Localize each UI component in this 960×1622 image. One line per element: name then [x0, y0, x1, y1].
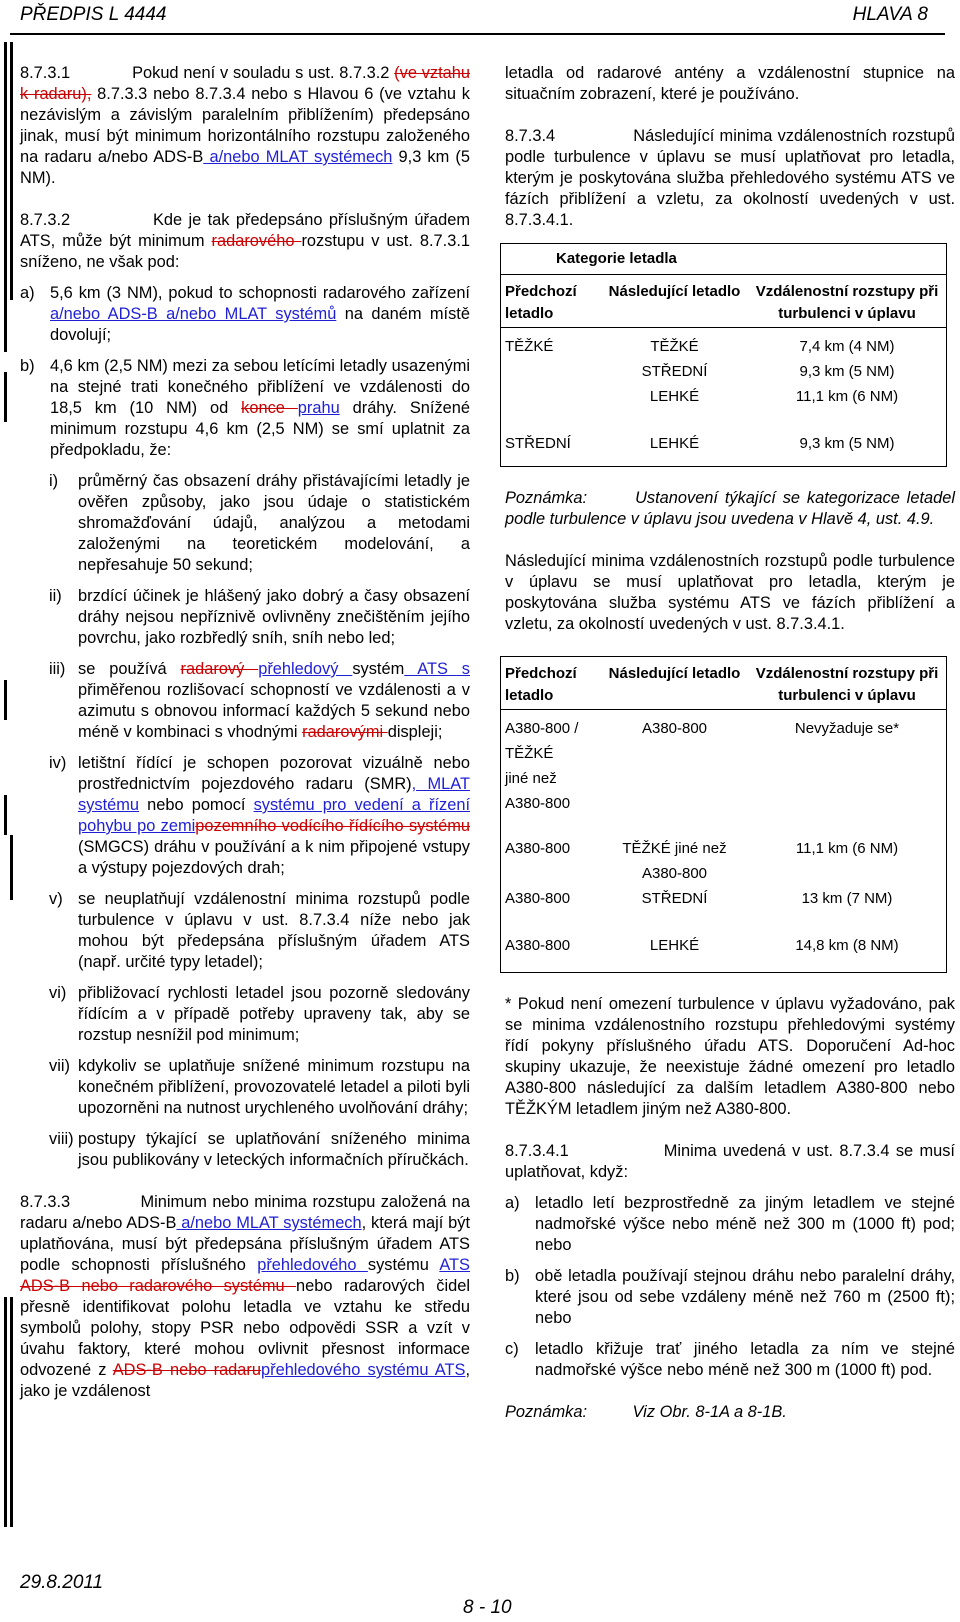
sub-list-item: iv) letištní řídící je schopen pozorovat vizuálně nebo prostřednictvím pojezdového radaru (SMR), MLAT systému nebo pomocí systému pro vedení a řízení pohybu po zemipozemního vodícího řídícího systému (SMGCS) dráhu v používání a k nim připojené vstupy a výstupy pojezdových drah; — [49, 754, 471, 877]
list-item: c) letadlo křižuje trať jiného letadla za ním ve stejné nadmořské výšce nebo méně než 300 m (1000 ft) pod. — [505, 1340, 955, 1379]
deleted-text: (ve vztahu k radaru), — [20, 64, 470, 103]
sub-list-item: vii) kdykoliv se uplatňuje snížené minimum rozstupu na konečném přiblížení, provozovatelé letadel a piloti byli upozorněni na nutnost urychleného uvolňování dráhy; — [49, 1057, 470, 1117]
table-row: A380-800 STŘEDNÍ 13 km (7 NM) — [505, 890, 893, 907]
inserted-text: přehledového systému ATS — [261, 1361, 466, 1379]
wake-turbulence-table-1 — [500, 243, 947, 467]
table-row: A380-800 / A380-800 Nevyžaduje se* — [505, 720, 900, 737]
list-item: a) letadlo letí bezprostředně za jiným letadlem ve stejné nadmořské výšce nebo méně než 300 m (1000 ft) pod; nebo — [505, 1194, 955, 1254]
table-row: jiné než — [505, 770, 557, 787]
inserted-text: přehledový — [258, 660, 353, 678]
sub-list-item: iii) se používá radarový přehledový systém ATS s přiměřenou rozlišovací schopností ve vzdálenosti a v azimutu s obnovou informací každých 5 sekund nebo méně v kombinaci s vhodnými radarovými displeji; — [49, 660, 470, 741]
left-column — [20, 63, 470, 1402]
page-number: 8 - 10 — [463, 1597, 512, 1618]
sub-list-item: vi) přibližovací rychlosti letadel jsou pozorně sledovány řídícím a v případě potřeby upraveny tak, aby se rozstup nesnížil pod minimum; — [49, 984, 470, 1044]
note-2: Poznámka: Viz Obr. 8-1A a 8-1B. — [505, 1403, 787, 1421]
change-bar — [4, 1297, 7, 1527]
table-row: A380-800 LEHKÉ 14,8 km (8 NM) — [505, 937, 899, 954]
sub-list-item: viii) postupy týkající se uplatňování sníženého minima jsou publikovány v leteckých informačních příručkách. — [49, 1130, 470, 1169]
deleted-text: ADS-B nebo radaru — [112, 1361, 261, 1379]
table-row: LEHKÉ 11,1 km (6 NM) — [649, 388, 899, 405]
right-column — [505, 63, 955, 1423]
sub-list-item: v) se neuplatňují vzdálenostní minima rozstupů podle turbulence v úplavu v ust. 8.7.3.4 níže nebo jak mohou být předepsána příslušným úřadem ATS (např. určité typy letadel); — [49, 890, 470, 971]
para-8-7-3-4: 8.7.3.4 Následující minima vzdálenostních rozstupů podle turbulence v úplavu se musí uplatňovat pro letadla, kterým je poskytována služba přehledového systému ATS ve fázích přiblížení a vzletu, za okolností uvedených v ust. 8.7.3.4.1. — [505, 127, 955, 229]
sub-list-item: i) průměrný čas obsazení dráhy přistávajícími letadly je ověřen způsoby, jako jsou údaje o statistickém shromažďování údajů, analýzou a metodami založenými na teoretickém modelování, a nepřesahuje 50 sekund; — [49, 472, 470, 574]
inserted-text: ATS s — [404, 660, 470, 678]
table-row: TĚŽKÉ TĚŽKÉ 7,4 km (4 NM) — [505, 338, 895, 355]
list-item: b) 4,6 km (2,5 NM) mezi za sebou letícími letadly usazenými na stejné trati konečného přiblížení ve vzdálenosti do 18,5 km (10 NM) od konce prahu dráhy. Snížené minimum rozstupu 4,6 km (2,5 NM) se smí uplatnit za předpokladu, že: — [20, 357, 471, 459]
table-caption: Kategorie letadla — [501, 244, 946, 275]
inserted-text: a/nebo MLAT systémech — [176, 1214, 362, 1232]
table-row: A380-800 TĚŽKÉ jiné než 11,1 km (6 NM) — [505, 840, 899, 857]
table-row: STŘEDNÍ LEHKÉ 9,3 km (5 NM) — [505, 435, 895, 452]
change-bar — [4, 680, 7, 720]
para-8-7-3-4-1: 8.7.3.4.1 Minima uvedená v ust. 8.7.3.4 se musí uplatňovat, když: — [505, 1142, 955, 1181]
deleted-text: radarovými — [302, 723, 388, 741]
inserted-text: , MLAT systému — [78, 775, 470, 814]
table-row: A380-800 — [505, 795, 571, 812]
para-8-7-3-3: 8.7.3.3 Minimum nebo minima rozstupu založená na radaru a/nebo ADS-B a/nebo MLAT systémech, která mají být uplatňována, musí být předepsána příslušným úřadem ATS podle schopnosti příslušného přehledového systému ATS ADS-B nebo radarového systému nebo radarových čidel přesně identifikovat polohu letadla ve vztahu ke středu symbolů polohy, stopy PSR nebo odpovědi SSR a vzít v úvahu faktory, které mohou ovlivnit přesnost informace odvozené z ADS-B nebo radarupřehledového systému ATS, jako je vzdálenost — [20, 1193, 471, 1400]
inserted-text: a/nebo ADS-B a/nebo MLAT systémů — [50, 305, 337, 323]
deleted-text: radarového — [211, 232, 302, 250]
para-continuation: letadla od radarové antény a vzdálenostní stupnice na situačním zobrazení, které je používáno. — [505, 64, 955, 103]
header-right: HLAVA 8 — [852, 4, 928, 25]
table-row: TĚŽKÉ — [505, 745, 554, 762]
inserted-text: systému pro vedení a řízení pohybu po zemi — [78, 796, 471, 835]
wake-turbulence-table-2 — [500, 656, 947, 973]
deleted-text: pozemního vodícího řídícího systému — [195, 817, 470, 835]
change-bar — [10, 1297, 13, 1527]
inserted-text: ATS — [439, 1256, 470, 1274]
change-bar — [4, 230, 7, 280]
table-row: A380-800 — [641, 865, 708, 882]
change-bar — [4, 372, 7, 422]
inserted-text: přehledového — [257, 1256, 368, 1274]
list-item: a) 5,6 km (3 NM), pokud to schopnosti radarového zařízení a/nebo ADS-B a/nebo MLAT systémů na daném místě dovolují; — [20, 284, 470, 344]
para-8-7-3-2: 8.7.3.2 Kde je tak předepsáno příslušným úřadem ATS, může být minimum radarového rozstupu v ust. 8.7.3.1 sníženo, ne však pod: — [20, 211, 471, 271]
sub-list-item: ii) brzdící účinek je hlášený jako dobrý a časy obsazení dráhy nejsou nepříznivě ovlivněny znečištěním jejího povrchu, jako rozbředlý sníh, sníh nebo led; — [49, 587, 470, 647]
deleted-text: konce — [241, 399, 298, 417]
table-row: STŘEDNÍ 9,3 km (5 NM) — [641, 363, 895, 380]
change-bar — [10, 835, 13, 900]
header-left: PŘEDPIS L 4444 — [20, 4, 167, 25]
change-bar — [10, 42, 13, 300]
deleted-text: ADS-B nebo radarového systému — [20, 1277, 296, 1295]
change-bar — [4, 300, 7, 352]
para-8-7-3-1: 8.7.3.1 Pokud není v souladu s ust. 8.7.3.2 (ve vztahu k radaru), 8.7.3.3 nebo 8.7.3.4 nebo s Hlavou 6 (ve vztahu k nezávislým a závislým paralelním přiblížením) předepsáno jinak, musí být minimum horizontálního rozstupu založeného na radaru a/nebo ADS-B a/nebo MLAT systémech 9,3 km (5 NM). — [20, 64, 470, 187]
note-1: Poznámka: Ustanovení týkající se kategorizace letadel podle turbulence v úplavu jsou uvedena v Hlavě 4, ust. 4.9. — [505, 489, 955, 528]
inserted-text: prahu — [297, 399, 340, 417]
table-header: Předchozí letadlo Následující letadlo Vzdálenostní rozstupy při turbulenci v úplavu — [501, 275, 946, 328]
deleted-text: radarový — [180, 660, 259, 678]
para-wake-minima: Následující minima vzdálenostních rozstupů podle turbulence v úplavu se musí uplatňovat pro letadla, kterým je poskytována služba systému ATS ve fázích přiblížení a vzletu, za okolností uvedených v ust. 8.7.3.4.1. — [505, 552, 955, 633]
header-rule — [10, 33, 945, 35]
table-header: Předchozí letadlo Následující letadlo Vzdálenostní rozstupy při turbulenci v úplavu — [501, 657, 946, 710]
inserted-text: a/nebo MLAT systémech — [203, 148, 393, 166]
list-item: b) obě letadla používají stejnou dráhu nebo paralelní dráhy, které jsou od sebe vzdáleny méně než 760 m (2500 ft); nebo — [505, 1267, 955, 1327]
footnote-star: * Pokud není omezení turbulence v úplavu vyžadováno, pak se minima vzdálenostního rozstupu přehledovými systémy řídí pokyny příslušného úřadu ATS. Doporučení Ad-hoc skupiny ukazuje, že neexistuje žádné omezení pro letadlo A380-800 následující za dalším letadlem A380-800 nebo TĚŽKÝM letadlem jiným než A380-800. — [505, 995, 955, 1118]
footer-date: 29.8.2011 — [20, 1572, 104, 1593]
change-bar — [4, 795, 7, 835]
